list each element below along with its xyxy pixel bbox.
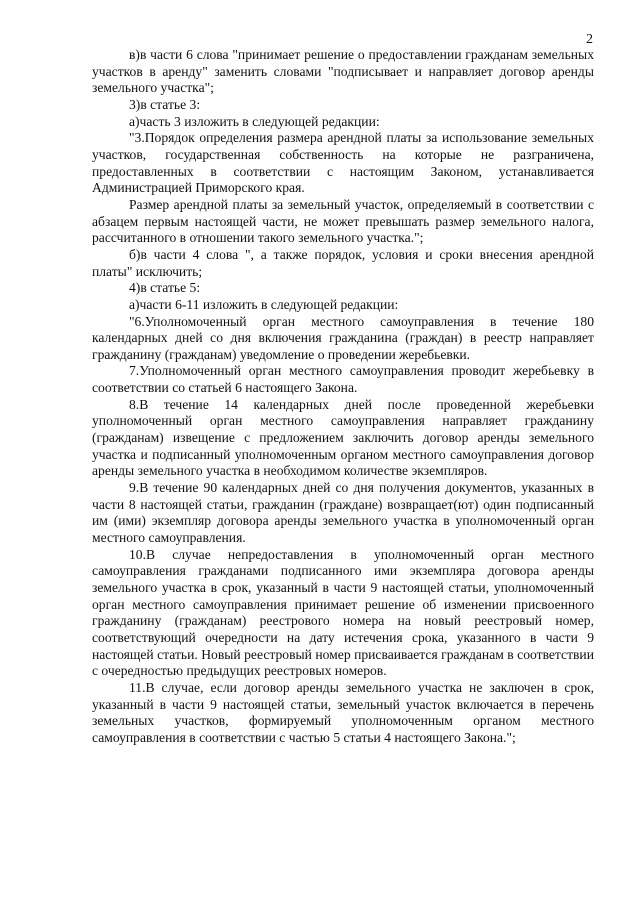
page-number: 2 bbox=[586, 32, 593, 47]
paragraph: Размер арендной платы за земельный участок, определяемый в соответствии с абзацем первым настоящей части, не может превышать размер земельного налога, рассчитанного в отношении такого земельного участка."; bbox=[92, 196, 594, 246]
paragraph: в)в части 6 слова "принимает решение о предоставлении гражданам земельных участков в аренду" заменить словами "подписывает и направляет договор аренды земельного участка"; bbox=[92, 47, 594, 96]
paragraph: а)часть 3 изложить в следующей редакции: bbox=[129, 113, 380, 129]
paragraph: "3.Порядок определения размера арендной платы за использование земельных участков, государственная собственность на которые не разграничена, предоставленных в соответствии с настоящим Законом, устанавливается Администрацией Приморского края. bbox=[92, 130, 594, 196]
paragraph: 11.В случае, если договор аренды земельного участка не заключен в срок, указанный в части 9 настоящей статьи, земельный участок включается в перечень земельных участков, формируемый уполномоченным органом местного самоуправления в соответствии с частью 5 статьи 4 настоящего Закона."; bbox=[92, 679, 594, 745]
document-body bbox=[92, 47, 594, 747]
paragraph: 4)в статье 5: bbox=[129, 280, 201, 296]
paragraph: а)части 6-11 изложить в следующей редакции: bbox=[129, 296, 399, 312]
paragraph: б)в части 4 слова ", а также порядок, условия и сроки внесения арендной платы" исключить; bbox=[92, 246, 594, 279]
paragraph: 7.Уполномоченный орган местного самоуправления проводит жеребьевку в соответствии со статьей 6 настоящего Закона. bbox=[92, 363, 594, 396]
paragraph: 8.В течение 14 календарных дней после проведенной жеребьевки уполномоченный орган местного самоуправления направляет гражданину (гражданам) извещение с предложением заключить договор аренды земельного участка и подписанный уполномоченным органом местного самоуправления договор аренды земельного участка в необходимом количестве экземпляров. bbox=[92, 396, 594, 479]
paragraph: 9.В течение 90 календарных дней со дня получения документов, указанных в части 8 настоящей статьи, гражданин (граждане) возвращает(ют) один подписанный им (ими) экземпляр договора аренды земельного участка в уполномоченный орган местного самоуправления. bbox=[92, 480, 594, 546]
paragraph: 10.В случае непредоставления в уполномоченный орган местного самоуправления гражданами подписанного ими экземпляра договора аренды земельного участка в срок, указанный в части 9 настоящей статьи, уполномоченный орган местного самоуправления принимает решение об изменении присвоенного гражданину (гражданам) реестрового номера на новый реестровый номер, соответствующий очередности на дату истечения срока, указанного в части 9 настоящей статьи. Новый реестровый номер присваивается гражданам в соответствии с очередностью предыдущих реестровых номеров. bbox=[92, 546, 594, 679]
paragraph: "6.Уполномоченный орган местного самоуправления в течение 180 календарных дней со дня включения гражданина (граждан) в реестр направляет гражданину (гражданам) уведомление о проведении жеребьевки. bbox=[92, 313, 594, 362]
paragraph: 3)в статье 3: bbox=[129, 96, 201, 112]
